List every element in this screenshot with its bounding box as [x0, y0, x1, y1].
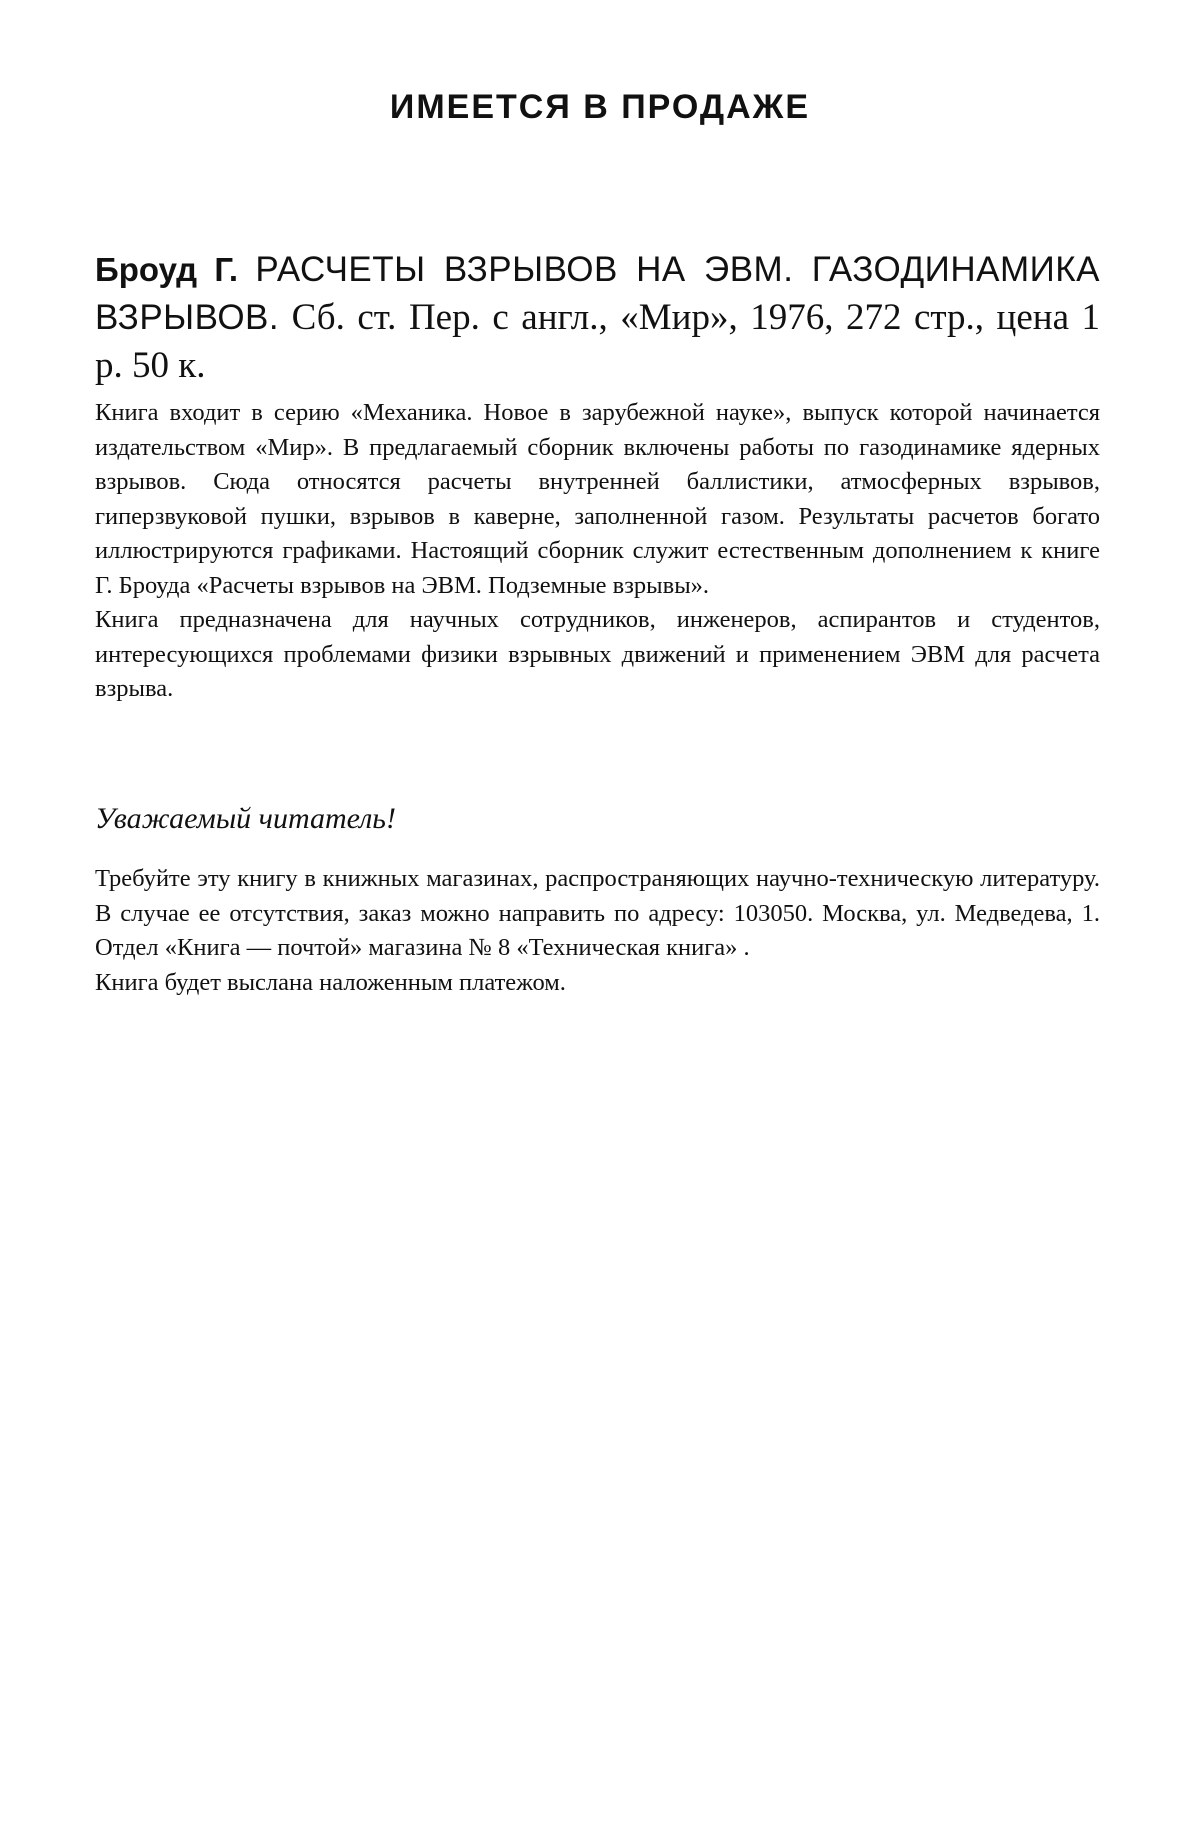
book-details: Сб. ст. Пер. с англ., «Мир», 1976, 272 стр., цена 1 р. 50 к. — [95, 297, 1100, 386]
book-description — [95, 396, 1100, 707]
reader-greeting: Уважаемый читатель! — [95, 802, 396, 835]
book-title: РАСЧЕТЫ ВЗРЫВОВ НА ЭВМ. ГАЗОДИНАМИКА ВЗРЫВОВ. — [95, 250, 1101, 337]
description-paragraph: Книга предназначена для научных сотрудников, инженеров, аспирантов и студентов, интересующихся проблемами физики взрывных движений и применением ЭВМ для расчета взрыва. — [95, 606, 1100, 702]
description-paragraph: Книга входит в серию «Механика. Новое в зарубежной науке», выпуск которой начинается издательством «Мир». В предлагаемый сборник включены работы по газодинамике ядерных взрывов. Сюда относятся расчеты внутренней баллистики, атмосферных взрывов, гиперзвуковой пушки, взрывов в каверне, заполненной газом. Результаты расчетов богато иллюстрируются графиками. Настоящий сборник служит естественным дополнением к книге Г. Броуда «Расчеты взрывов на ЭВМ. Подземные взрывы». — [95, 399, 1100, 599]
book-author: Броуд Г. — [95, 251, 239, 288]
order-paragraph: Книга будет выслана наложенным платежом. — [95, 968, 566, 996]
order-instructions — [95, 862, 1100, 1000]
book-entry — [95, 246, 1100, 390]
order-paragraph: Требуйте эту книгу в книжных магазинах, распространяющих научно-техническую литературу. В случае ее отсутствия, заказ можно направить по адресу: 103050. Москва, ул. Медведева, 1. Отдел «Книга — почтой» магазина № 8 «Техническая книга» . — [95, 865, 1100, 961]
page-heading: ИМЕЕТСЯ В ПРОДАЖЕ — [389, 88, 811, 126]
